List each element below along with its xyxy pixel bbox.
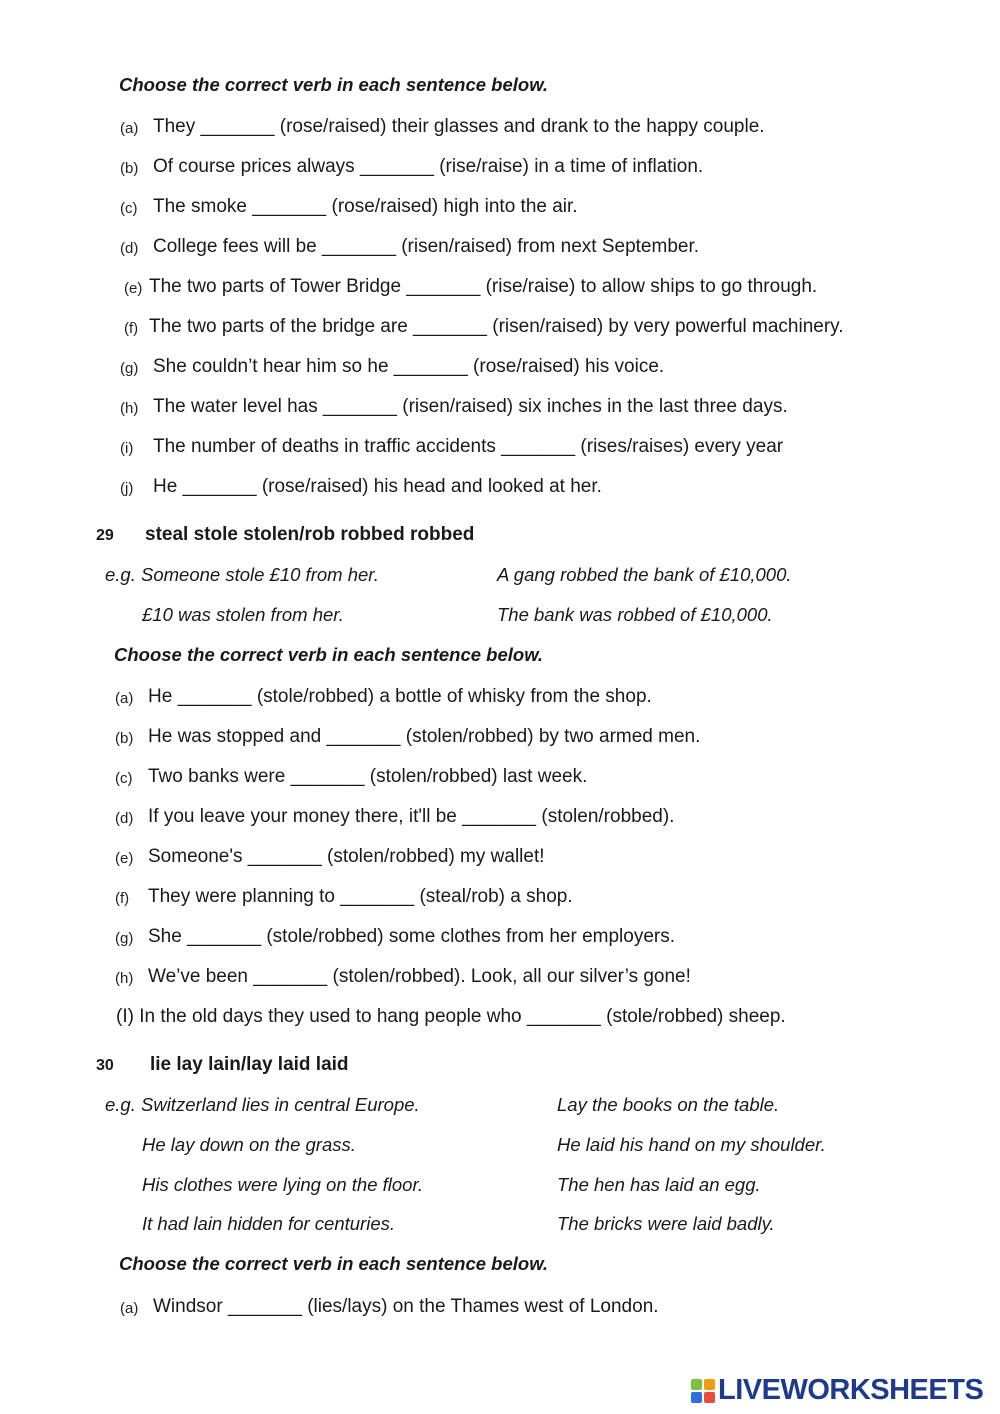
logo-text: LIVEWORKSHEETS (718, 1374, 984, 1406)
item-label: (i) (120, 440, 134, 457)
section-number-29: 29 (96, 527, 114, 544)
example-sentence: £10 was stolen from her. (142, 604, 344, 625)
example-sentence: Lay the books on the table. (557, 1094, 780, 1115)
item-label: (h) (120, 400, 139, 417)
item-label: (f) (124, 320, 139, 337)
example-sentence: It had lain hidden for centuries. (142, 1213, 395, 1234)
item-text: They were planning to _______ (steal/rob) a shop. (148, 886, 573, 907)
example-sentence: e.g. Someone stole £10 from her. (105, 564, 379, 585)
example-sentence: The hen has laid an egg. (557, 1174, 761, 1195)
item-text: He _______ (rose/raised) his head and looked at her. (153, 476, 602, 497)
item-text: Two banks were _______ (stolen/robbed) last week. (148, 766, 588, 787)
item-text: (I) In the old days they used to hang people who _______ (stole/robbed) sheep. (116, 1006, 786, 1027)
section-title-30: lie lay lain/lay laid laid (150, 1054, 349, 1075)
item-text: Someone's _______ (stolen/robbed) my wallet! (148, 846, 545, 867)
item-text: Of course prices always _______ (rise/raise) in a time of inflation. (153, 156, 704, 177)
item-text: College fees will be _______ (risen/raised) from next September. (153, 236, 700, 257)
item-label: (f) (115, 890, 130, 907)
instruction-30: Choose the correct verb in each sentence below. (119, 1253, 549, 1274)
example-sentence: He laid his hand on my shoulder. (557, 1134, 826, 1155)
item-label: (h) (115, 970, 134, 987)
section-title-29: steal stole stolen/rob robbed robbed (145, 524, 475, 545)
item-text: Windsor _______ (lies/lays) on the Thames west of London. (153, 1296, 659, 1317)
item-text: They _______ (rose/raised) their glasses and drank to the happy couple. (153, 116, 765, 137)
item-label: (c) (120, 200, 138, 217)
item-text: The two parts of Tower Bridge _______ (rise/raise) to allow ships to go through. (149, 276, 818, 297)
item-label: (b) (120, 160, 139, 177)
item-label: (b) (115, 730, 134, 747)
item-text: The two parts of the bridge are _______ (risen/raised) by very powerful machinery. (149, 316, 844, 337)
section-number-30: 30 (96, 1057, 114, 1074)
example-sentence: The bricks were laid badly. (557, 1213, 775, 1234)
item-label: (a) (115, 690, 134, 707)
example-sentence: He lay down on the grass. (142, 1134, 356, 1155)
item-text: She couldn’t hear him so he _______ (rose/raised) his voice. (153, 356, 665, 377)
item-label: (e) (124, 280, 143, 297)
instruction-28: Choose the correct verb in each sentence below. (119, 74, 549, 95)
example-sentence: A gang robbed the bank of £10,000. (497, 564, 792, 585)
item-label: (c) (115, 770, 133, 787)
item-text: The smoke _______ (rose/raised) high into the air. (153, 196, 578, 217)
item-label: (a) (120, 1300, 139, 1317)
item-label: (g) (120, 360, 139, 377)
item-text: He was stopped and _______ (stolen/robbed) by two armed men. (148, 726, 701, 747)
example-sentence: His clothes were lying on the floor. (142, 1174, 424, 1195)
instruction-29: Choose the correct verb in each sentence below. (114, 644, 544, 665)
item-text: If you leave your money there, it'll be _______ (stolen/robbed). (148, 806, 675, 827)
item-label: (g) (115, 930, 134, 947)
item-text: We’ve been _______ (stolen/robbed). Look, all our silver’s gone! (148, 966, 691, 987)
liveworksheets-logo[interactable] (690, 1374, 990, 1408)
item-label: (a) (120, 120, 139, 137)
item-text: The water level has _______ (risen/raised) six inches in the last three days. (153, 396, 788, 417)
item-label: (e) (115, 850, 134, 867)
item-label: (j) (120, 480, 134, 497)
example-sentence: e.g. Switzerland lies in central Europe. (105, 1094, 420, 1115)
item-label: (d) (120, 240, 139, 257)
item-text: She _______ (stole/robbed) some clothes from her employers. (148, 926, 675, 947)
item-label: (d) (115, 810, 134, 827)
liveworksheets-logo-icon (690, 1378, 716, 1404)
example-sentence: The bank was robbed of £10,000. (497, 604, 773, 625)
item-text: The number of deaths in traffic accidents _______ (rises/raises) every year (153, 436, 784, 457)
item-text: He _______ (stole/robbed) a bottle of whisky from the shop. (148, 686, 652, 707)
